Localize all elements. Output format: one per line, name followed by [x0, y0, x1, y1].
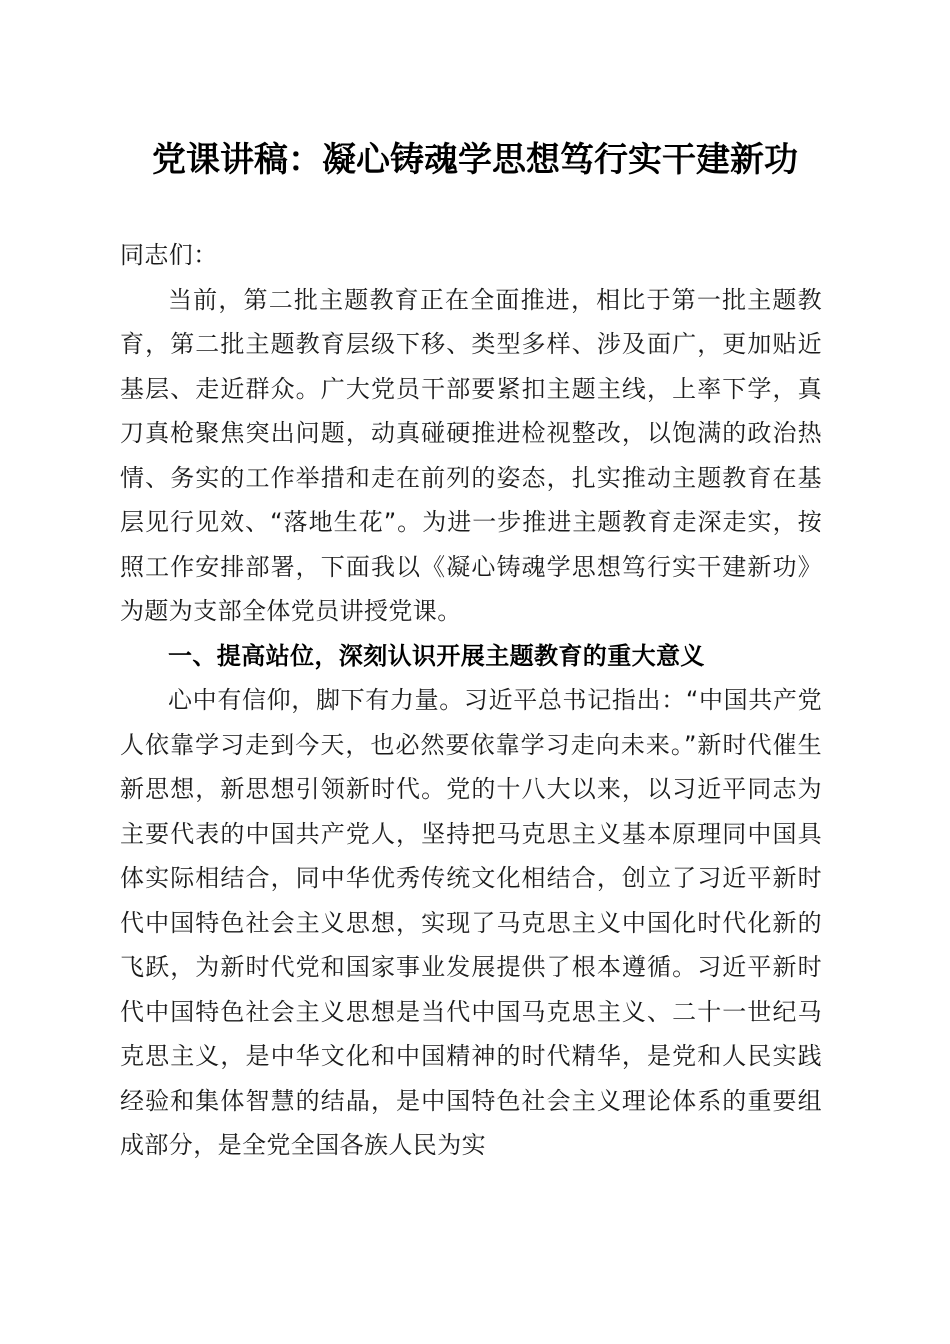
document-title: 党课讲稿：凝心铸魂学思想笃行实干建新功: [152, 140, 798, 180]
section-heading-1: 一、提高站位，深刻认识开展主题教育的重大意义: [168, 641, 705, 670]
paragraph-section-1: 心中有信仰，脚下有力量。习近平总书记指出：“中国共产党人依靠学习走到今天，也必然要依靠学习走向未来。”新时代催生新思想，新思想引领新时代。党的十八大以来，以习近平同志为主要代表的中国共产党人，坚持把马克思主义基本原理同中国具体实际相结合，同中华优秀传统文化相结合，创立了习近平新时代中国特色社会主义思想，实现了马克思主义中国化时代化新的飞跃，为新时代党和国家事业发展提供了根本遵循。习近平新时代中国特色社会主义思想是当代中国马克思主义、二十一世纪马克思主义，是中华文化和中国精神的时代精华，是党和人民实践经验和集体智慧的结晶，是中国特色社会主义理论体系的重要组成部分，是全党全国各族人民为实: [120, 686, 822, 1159]
salutation: 同志们：: [120, 241, 218, 269]
paragraph-intro: 当前，第二批主题教育正在全面推进，相比于第一批主题教育，第二批主题教育层级下移、类型多样、涉及面广，更加贴近基层、走近群众。广大党员干部要紧扣主题主线，上率下学，真刀真枪聚焦突出问题，动真碰硬推进检视整改，以饱满的政治热情、务实的工作举措和走在前列的姿态，扎实推动主题教育在基层见行见效、“落地生花”。为进一步推进主题教育走深走实，按照工作安排部署，下面我以《凝心铸魂学思想笃行实干建新功》为题为支部全体党员讲授党课。: [120, 285, 822, 625]
document-body: [120, 233, 822, 1168]
